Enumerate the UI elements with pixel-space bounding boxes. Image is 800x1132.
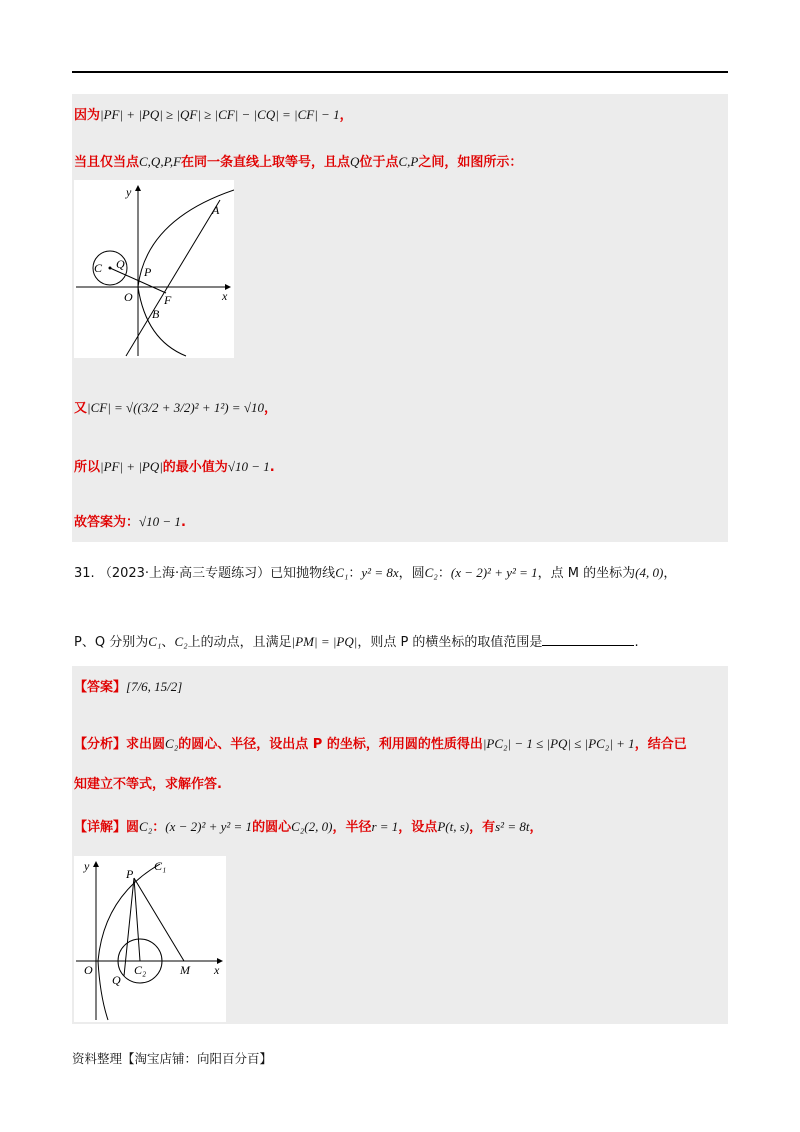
footer-credit: 资料整理【淘宝店铺：向阳百分百】	[72, 1051, 273, 1066]
segment-PC2	[134, 878, 140, 961]
label-A: A	[212, 203, 220, 217]
label-Q: Q	[112, 973, 121, 987]
label-F: F	[164, 293, 172, 307]
answer-tag: 【答案】	[74, 680, 127, 695]
sol30-line-1: 因为|PF| + |PQ| ≥ |QF| ≥ |CF| − |CQ| = |CF| − 1，	[74, 107, 353, 123]
cf-distance-formula: |CF| = √((3/2 + 3/2)² + 1²) = √10	[87, 400, 264, 415]
q31-line-2: P、Q 分别为C₁、C₂上的动点，且满足|PM| = |PQ|，则点 P 的横坐标的取值范围是 .	[74, 634, 639, 650]
detail-figure	[74, 856, 226, 1022]
parabola-circle-tangent-diagram	[74, 856, 226, 1022]
label-P: P	[126, 867, 134, 881]
label-y: y	[126, 185, 132, 199]
label-Q: Q	[116, 257, 125, 271]
sol30-line-5: 故答案为：√10 − 1.	[74, 514, 186, 530]
sol30-figure	[74, 180, 234, 358]
answer-value: [7/6, 15/2]	[126, 679, 183, 694]
detail-tag: 【详解】	[74, 820, 127, 835]
label-C: C	[94, 261, 103, 275]
analysis-line-1: 【分析】求出圆C₂的圆心、半径，设出点 P 的坐标，利用圆的性质得出|PC₂| − 1 ≤ |PQ| ≤ |PC₂| + 1，结合已	[74, 736, 687, 752]
analysis-tag: 【分析】	[74, 737, 127, 752]
parabola-curve	[138, 190, 234, 356]
q31-line-1: 31. （2023·上海·高三专题练习）已知抛物线C₁：y² = 8x，圆C₂：(x − 2)² + y² = 1，点 M 的坐标为(4, 0)，	[74, 565, 677, 581]
label-C1: C₁	[154, 859, 167, 873]
detail-line: 【详解】圆C₂：(x − 2)² + y² = 1的圆心C₂(2, 0)，半径r = 1，设点P(t, s)，有s² = 8t，	[74, 819, 543, 835]
header-rule	[72, 71, 728, 73]
analysis-line-2: 知建立不等式，求解作答.	[74, 777, 222, 792]
label-M: M	[180, 963, 190, 977]
label-B: B	[152, 307, 160, 321]
label-y: y	[84, 859, 90, 873]
label-x: x	[214, 963, 220, 977]
parabola-circle-diagram	[74, 180, 234, 358]
label-P: P	[144, 265, 152, 279]
label-C2: C₂	[134, 963, 147, 977]
sol30-line-3: 又|CF| = √((3/2 + 3/2)² + 1²) = √10，	[74, 400, 277, 416]
sol30-line-4: 所以|PF| + |PQ|的最小值为√10 − 1.	[74, 459, 275, 475]
answer-line	[74, 676, 182, 695]
label-O: O	[84, 963, 93, 977]
answer-blank	[542, 633, 634, 646]
sol30-inequality: |PF| + |PQ| ≥ |QF| ≥ |CF| − |CQ| = |CF| − 1	[100, 107, 340, 122]
label-O: O	[124, 290, 133, 304]
sol30-line-2: 当且仅当点C,Q,P,F在同一条直线上取等号，且点Q位于点C,P之间，如图所示：	[74, 154, 523, 170]
label-x: x	[222, 289, 228, 303]
segment-PM	[134, 878, 184, 961]
